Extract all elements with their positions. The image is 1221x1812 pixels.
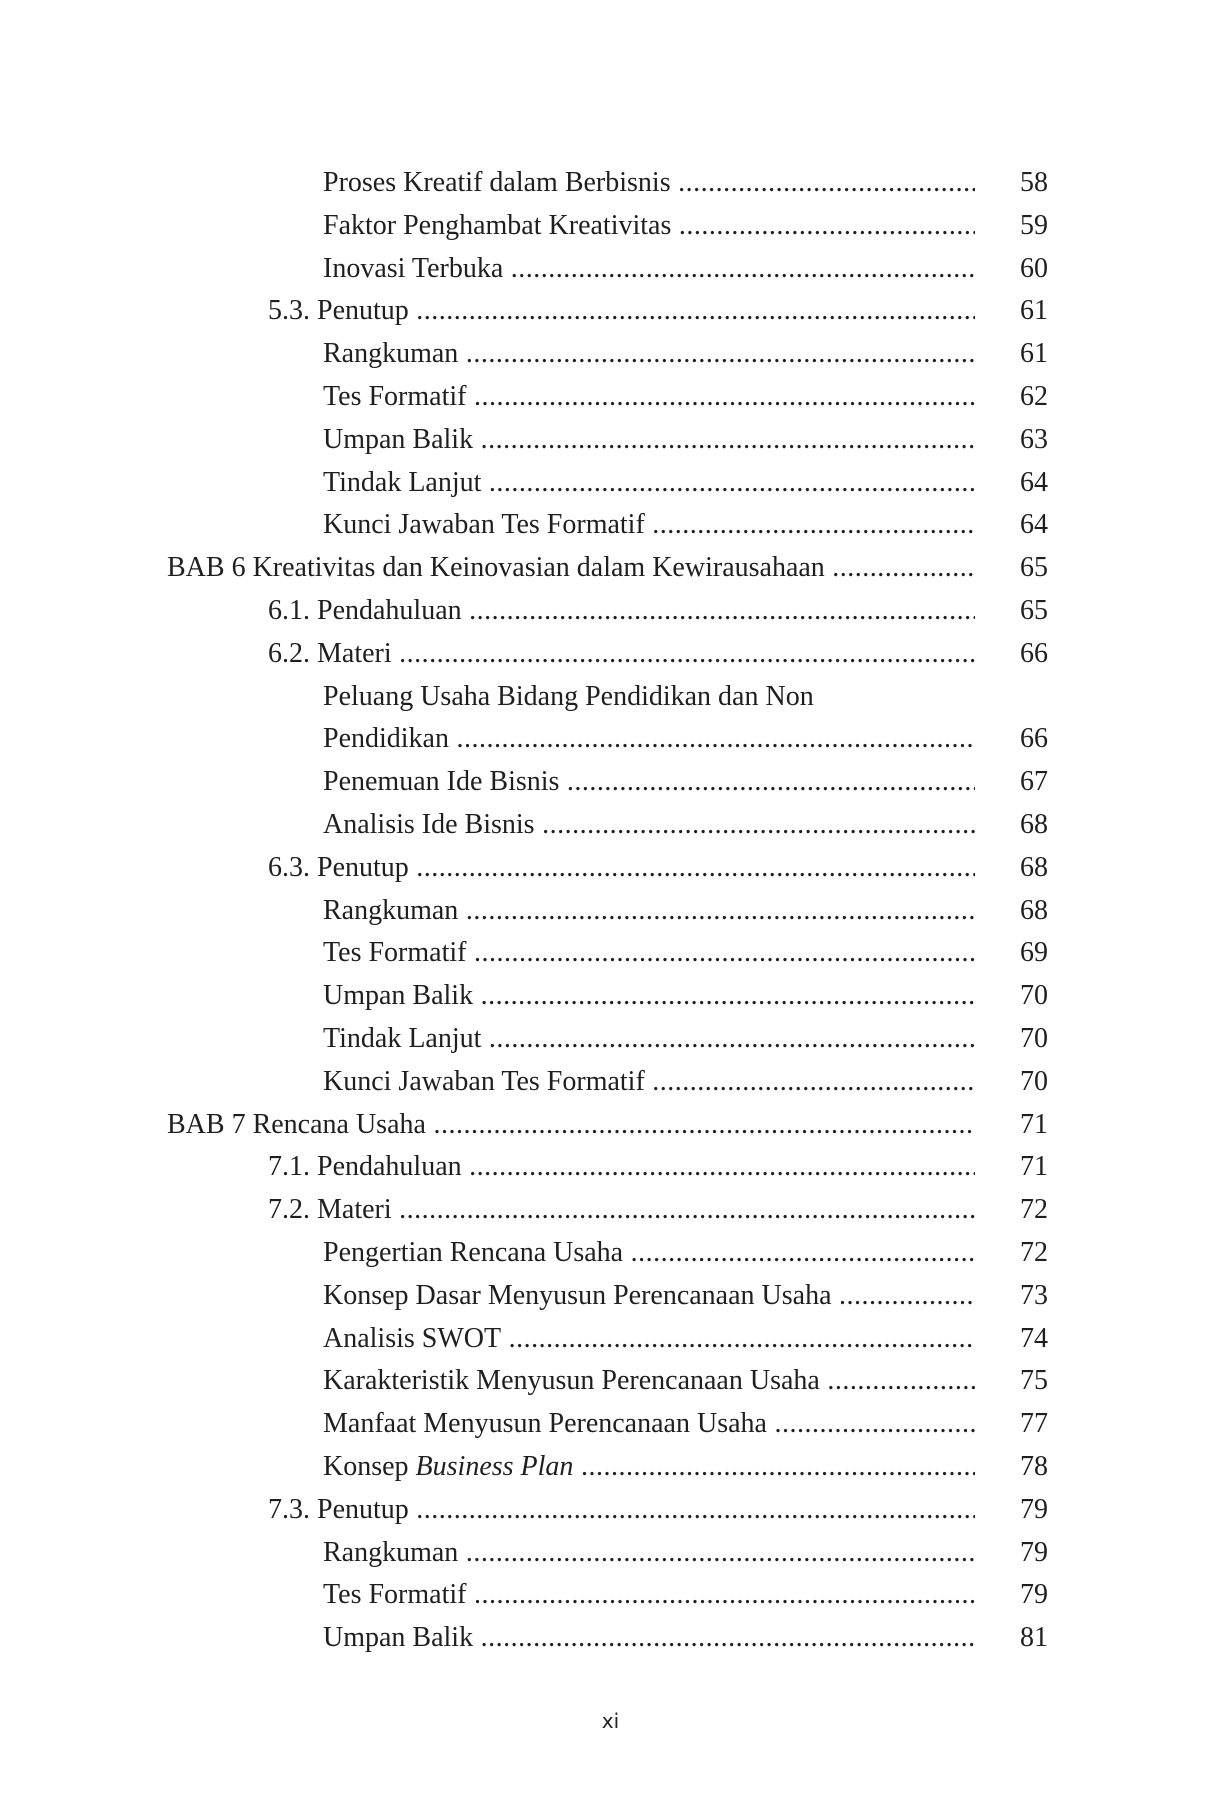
toc-subsection-entry (0, 205, 1221, 248)
toc-entry-title (323, 1232, 975, 1275)
toc-subsection-entry (0, 1318, 1221, 1361)
toc-entry-title (167, 1104, 975, 1147)
toc-entry-title-text: Tindak Lanjut (323, 1022, 482, 1054)
toc-subsection-entry (0, 248, 1221, 291)
toc-entry-title-text: Rangkuman (323, 1536, 459, 1568)
toc-entry-page: 62 (1020, 380, 1048, 412)
toc-entry-title (323, 1318, 975, 1361)
table-of-contents (0, 162, 1221, 1660)
toc-entry-title (323, 504, 975, 547)
toc-section-entry (0, 290, 1221, 333)
toc-entry-title-text: Umpan Balik (323, 980, 474, 1012)
toc-section-entry (0, 1189, 1221, 1232)
toc-subsection-entry (0, 1232, 1221, 1275)
toc-entry-page: 81 (1020, 1622, 1048, 1654)
toc-entry-title-text: Karakteristik Menyusun Perencanaan Usaha (323, 1365, 820, 1397)
toc-entry-page: 79 (1020, 1579, 1048, 1611)
toc-subsection-entry (0, 1446, 1221, 1489)
toc-subsection-entry (0, 761, 1221, 804)
toc-entry-title (268, 847, 975, 890)
toc-subsection-entry (0, 890, 1221, 933)
toc-entry-page: 68 (1020, 851, 1048, 883)
toc-entry-title-text: 6.1. Pendahuluan (268, 594, 462, 626)
toc-subsection-entry (0, 1532, 1221, 1575)
toc-entry-title-text: BAB 7 Rencana Usaha (167, 1108, 426, 1140)
toc-entry-title (323, 333, 975, 376)
toc-entry-page: 59 (1020, 209, 1048, 241)
toc-entry-title-text: 5.3. Penutup (268, 295, 409, 327)
toc-entry-page: 63 (1020, 423, 1048, 455)
page-number: xi (601, 1709, 620, 1733)
toc-entry-title-text: 7.3. Penutup (268, 1493, 409, 1525)
toc-entry-title (268, 1146, 975, 1189)
toc-entry-title (323, 804, 975, 847)
toc-subsection-entry (0, 1018, 1221, 1061)
toc-entry-page: 77 (1020, 1408, 1048, 1440)
toc-entry-title-text: Kunci Jawaban Tes Formatif (323, 509, 645, 541)
toc-section-entry (0, 633, 1221, 676)
toc-entry-page: 75 (1020, 1365, 1048, 1397)
toc-entry-title-text: Penemuan Ide Bisnis (323, 766, 560, 798)
toc-entry-title (268, 1189, 975, 1232)
toc-entry-title-text: 7.1. Pendahuluan (268, 1151, 462, 1183)
toc-entry-page: 79 (1020, 1536, 1048, 1568)
toc-subsection-entry (0, 504, 1221, 547)
toc-entry-title (167, 547, 975, 590)
toc-entry-title (323, 462, 975, 505)
toc-entry-title (323, 761, 975, 804)
toc-subsection-entry (0, 975, 1221, 1018)
toc-entry-title-text: Peluang Usaha Bidang Pendidikan dan Non (323, 680, 814, 712)
toc-entry-page: 70 (1020, 1065, 1048, 1097)
toc-subsection-entry (0, 162, 1221, 205)
toc-subsection-entry (0, 1275, 1221, 1318)
toc-entry-page: 66 (1020, 723, 1048, 755)
toc-entry-title-text: Proses Kreatif dalam Berbisnis (323, 167, 671, 198)
toc-entry-page: 61 (1020, 295, 1048, 327)
toc-entry-page: 61 (1020, 338, 1048, 370)
toc-entry-page: 68 (1020, 894, 1048, 926)
toc-entry-page: 64 (1020, 466, 1048, 498)
toc-entry-page: 66 (1020, 637, 1048, 669)
toc-entry-title (323, 932, 975, 975)
toc-entry-title (323, 162, 975, 205)
toc-entry-title-text: Rangkuman (323, 894, 459, 926)
toc-entry-page: 78 (1020, 1450, 1048, 1482)
toc-entry-page: 72 (1020, 1194, 1048, 1226)
toc-entry-title (323, 1360, 975, 1403)
toc-entry-title-text: Umpan Balik (323, 1622, 474, 1654)
toc-entry-page: 70 (1020, 980, 1048, 1012)
toc-entry-title (323, 1018, 975, 1061)
toc-subsection-entry (0, 333, 1221, 376)
toc-entry-title (268, 633, 975, 676)
toc-entry-title (323, 1446, 975, 1489)
toc-subsection-entry (0, 376, 1221, 419)
toc-entry-page: 70 (1020, 1022, 1048, 1054)
toc-entry-title-text: Tes Formatif (323, 1579, 467, 1611)
toc-entry-title (323, 1532, 975, 1575)
toc-chapter-entry (0, 1104, 1221, 1147)
toc-entry-page: 60 (1020, 252, 1048, 284)
toc-entry-page: 72 (1020, 1236, 1048, 1268)
toc-entry-page: 71 (1020, 1108, 1048, 1140)
toc-entry-title-text: Tes Formatif (323, 380, 467, 412)
toc-entry-title-text: 6.3. Penutup (268, 851, 409, 883)
toc-section-entry (0, 1489, 1221, 1532)
toc-subsection-entry (0, 1574, 1221, 1617)
toc-entry-title (323, 248, 975, 291)
toc-subsection-entry (0, 1360, 1221, 1403)
toc-subsection-entry (0, 1617, 1221, 1660)
toc-entry-page: 67 (1020, 766, 1048, 798)
toc-entry-title-text: Faktor Penghambat Kreativitas (323, 209, 672, 241)
toc-entry-title-text: Tindak Lanjut (323, 466, 482, 498)
toc-subsection-entry (0, 676, 1221, 719)
toc-entry-title (323, 1061, 975, 1104)
toc-entry-title (268, 1489, 975, 1532)
toc-entry-title-text: Tes Formatif (323, 937, 467, 969)
toc-entry-title (268, 590, 975, 633)
toc-entry-page: 71 (1020, 1151, 1048, 1183)
toc-entry-page: 74 (1020, 1322, 1048, 1354)
toc-subsection-entry (0, 1403, 1221, 1446)
toc-entry-page: 79 (1020, 1493, 1048, 1525)
toc-entry-title-text: BAB 6 Kreativitas dan Keinovasian dalam Kewirausahaan (167, 552, 825, 584)
toc-entry-page: 73 (1020, 1279, 1048, 1311)
toc-entry-title-text: 7.2. Materi (268, 1194, 392, 1226)
toc-entry-title (323, 376, 975, 419)
toc-entry-title (323, 975, 975, 1018)
toc-entry-page: 65 (1020, 552, 1048, 584)
toc-entry-title-text: Rangkuman (323, 338, 459, 370)
toc-entry-page: 64 (1020, 509, 1048, 541)
toc-entry-title-text: Umpan Balik (323, 423, 474, 455)
toc-entry-title-italic: Business Plan (415, 1450, 574, 1482)
toc-entry-page: 68 (1020, 808, 1048, 840)
toc-entry-title (323, 1617, 975, 1660)
toc-entry-title-text: Pengertian Rencana Usaha (323, 1236, 624, 1268)
toc-entry-title (323, 1403, 975, 1446)
toc-entry-page: 58 (1020, 167, 1048, 198)
toc-entry-title (323, 1275, 975, 1318)
toc-subsection-entry (0, 1061, 1221, 1104)
toc-entry-title-text: Inovasi Terbuka (323, 252, 504, 284)
toc-entry-title-text: Pendidikan (323, 723, 449, 755)
toc-entry-title (323, 676, 975, 719)
toc-entry-title-text: Analisis SWOT (323, 1322, 502, 1354)
toc-subsection-entry (0, 462, 1221, 505)
toc-entry-title-text: Analisis Ide Bisnis (323, 808, 535, 840)
toc-entry-page: 65 (1020, 594, 1048, 626)
toc-subsection-entry (0, 932, 1221, 975)
toc-section-entry (0, 590, 1221, 633)
toc-subsection-entry (0, 718, 1221, 761)
toc-entry-title-text: 6.2. Materi (268, 637, 392, 669)
toc-entry-title (323, 205, 975, 248)
toc-entry-title (323, 1574, 975, 1617)
toc-chapter-entry (0, 547, 1221, 590)
toc-entry-title (323, 890, 975, 933)
toc-section-entry (0, 847, 1221, 890)
toc-entry-title-text: Konsep (323, 1450, 416, 1482)
toc-subsection-entry (0, 419, 1221, 462)
toc-subsection-entry (0, 804, 1221, 847)
toc-entry-title (323, 419, 975, 462)
toc-entry-title (323, 718, 975, 761)
toc-section-entry (0, 1146, 1221, 1189)
toc-entry-page: 69 (1020, 937, 1048, 969)
toc-entry-title-text: Manfaat Menyusun Perencanaan Usaha (323, 1408, 767, 1440)
toc-entry-title-text: Konsep Dasar Menyusun Perencanaan Usaha (323, 1279, 832, 1311)
toc-entry-title-text: Kunci Jawaban Tes Formatif (323, 1065, 645, 1097)
toc-entry-title (268, 290, 975, 333)
